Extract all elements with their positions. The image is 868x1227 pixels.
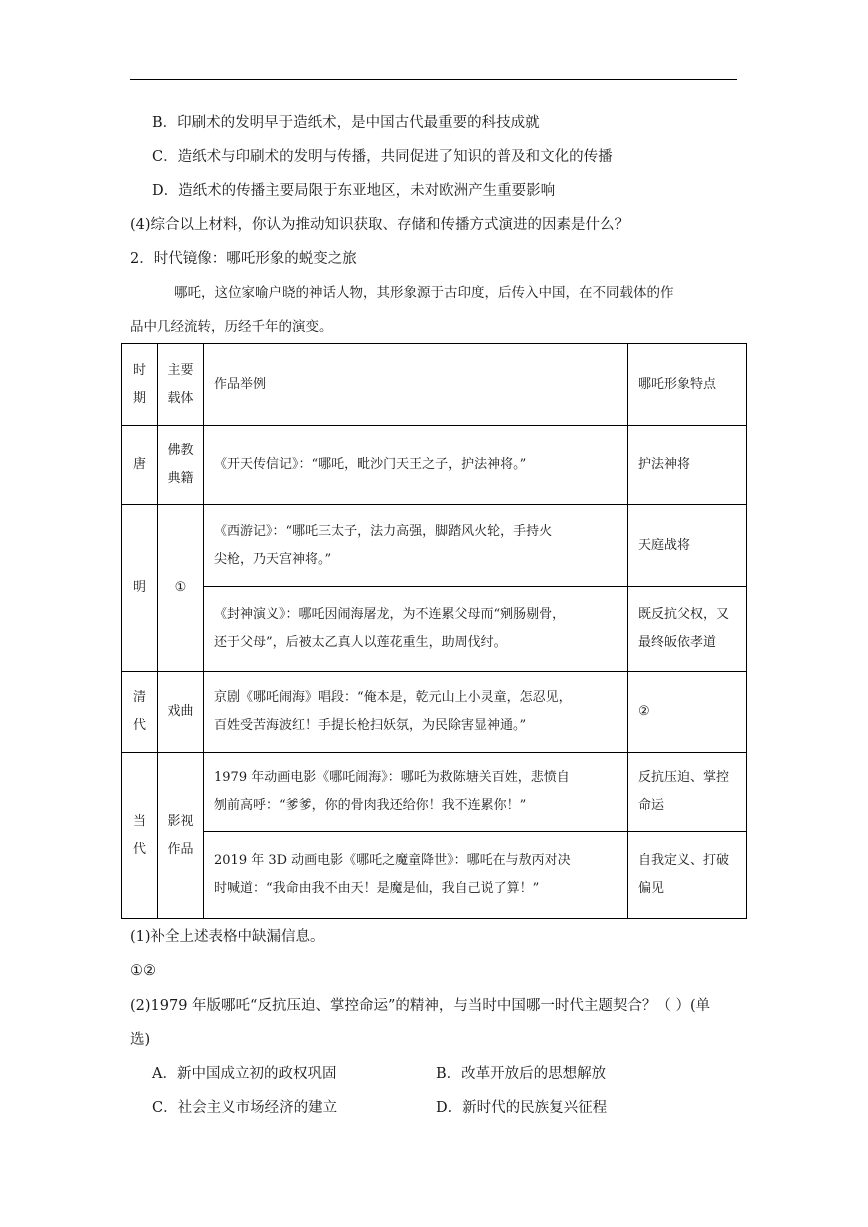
header-period: 时 期	[122, 344, 158, 426]
trait-modern-2: 自我定义、打破 偏见	[628, 832, 747, 919]
table-row-modern-1	[122, 753, 747, 832]
work-modern-2: 2019 年 3D 动画电影《哪吒之魔童降世》：哪吒在与敖丙对决 时喊道：“我命由我不由天！是魔是仙，我自己说了算！”	[204, 832, 628, 919]
option-d-2: D．新时代的民族复兴征程	[436, 1100, 608, 1116]
question-1: (1)补全上述表格中缺漏信息。	[130, 929, 325, 945]
carrier-ming-blank-1: ①	[158, 505, 204, 672]
table-row-ming-1	[122, 505, 747, 587]
table-row-qing	[122, 672, 747, 753]
option-c-2: C．社会主义市场经济的建立	[152, 1100, 338, 1116]
section-2-title: 2．时代镜像：哪吒形象的蜕变之旅	[130, 251, 357, 267]
question-2-line-2: 选)	[130, 1032, 151, 1048]
option-b-2: B．改革开放后的思想解放	[436, 1066, 607, 1082]
trait-modern-1: 反抗压迫、掌控 命运	[628, 753, 747, 832]
carrier-modern: 影视 作品	[158, 753, 204, 919]
period-tang: 唐	[122, 426, 158, 505]
option-b: B．印刷术的发明早于造纸术，是中国古代最重要的科技成就	[152, 115, 540, 131]
question-1-answer-blanks: ①②	[130, 963, 156, 979]
table-row-ming-2	[122, 587, 747, 672]
carrier-tang: 佛教 典籍	[158, 426, 204, 505]
question-2-line-1: (2)1979 年版哪吒“反抗压迫、掌控命运”的精神，与当时中国哪一时代主题契合？（ ）(单	[130, 998, 711, 1014]
work-modern-1: 1979 年动画电影《哪吒闹海》：哪吒为救陈塘关百姓，悲愤自 刎前高呼：“爹爹，你的骨肉我还给你！我不连累你！”	[204, 753, 628, 832]
table-header-row	[122, 344, 747, 426]
carrier-qing: 戏曲	[158, 672, 204, 753]
trait-tang: 护法神将	[628, 426, 747, 505]
option-a: A．新中国成立初的政权巩固	[152, 1066, 337, 1082]
question-4: (4)综合以上材料，你认为推动知识获取、存储和传播方式演进的因素是什么？	[130, 217, 630, 233]
table-row-tang	[122, 426, 747, 505]
work-qing: 京剧《哪吒闹海》唱段：“俺本是，乾元山上小灵童，怎忍见， 百姓受苦海波红！手提长枪扫妖氛，为民除害显神通。”	[204, 672, 628, 753]
work-ming-1: 《西游记》：“哪吒三太子，法力高强，脚踏风火轮，手持火 尖枪，乃天宫神将。”	[204, 505, 628, 587]
period-modern: 当 代	[122, 753, 158, 919]
work-ming-2: 《封神演义》：哪吒因闹海屠龙，为不连累父母而“剜肠剔骨， 还于父母”，后被太乙真人以莲花重生，助周伐纣。	[204, 587, 628, 672]
option-d: D．造纸术的传播主要局限于东亚地区，未对欧洲产生重要影响	[152, 183, 556, 199]
table-row-modern-2	[122, 832, 747, 919]
option-c: C．造纸术与印刷术的发明与传播，共同促进了知识的普及和文化的传播	[152, 149, 613, 165]
trait-ming-2: 既反抗父权，又 最终皈依孝道	[628, 587, 747, 672]
period-qing: 清 代	[122, 672, 158, 753]
period-ming: 明	[122, 505, 158, 672]
trait-ming-1: 天庭战将	[628, 505, 747, 587]
header-carrier: 主要 载体	[158, 344, 204, 426]
header-works: 作品举例	[204, 344, 628, 426]
trait-qing-blank-2: ②	[628, 672, 747, 753]
intro-line-1: 哪吒，这位家喻户晓的神话人物，其形象源于古印度，后传入中国，在不同载体的作	[174, 285, 674, 301]
header-trait: 哪吒形象特点	[628, 344, 747, 426]
nezha-table	[121, 343, 747, 919]
work-tang: 《开天传信记》：“哪吒，毗沙门天王之子，护法神将。”	[204, 426, 628, 505]
header-rule	[130, 79, 737, 80]
intro-line-2: 品中几经流转，历经千年的演变。	[130, 319, 333, 335]
